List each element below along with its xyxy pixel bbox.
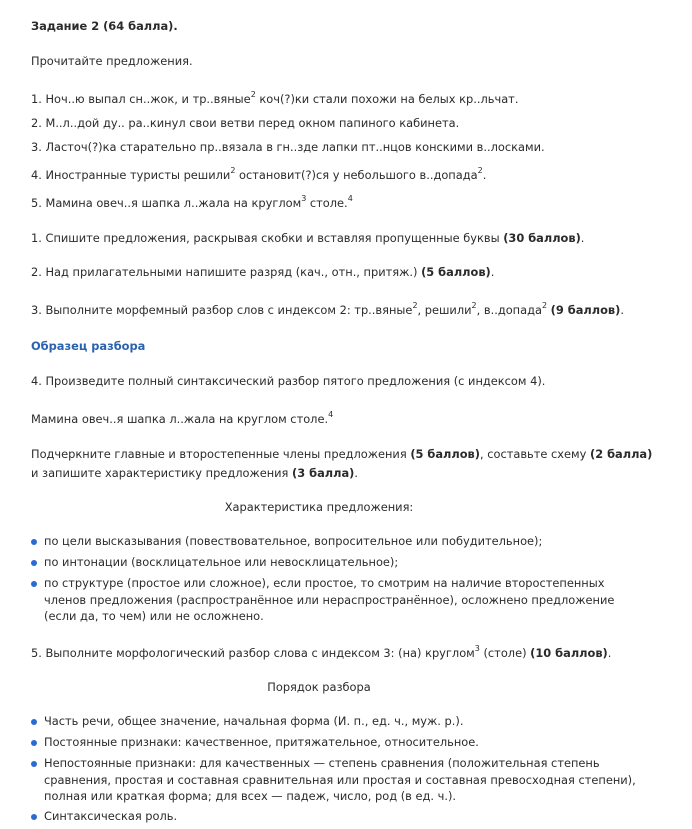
characteristic-item-3-line-1: по структуре (простое или сложное), если простое, то смотрим на наличие второстепенных [44,576,605,590]
order-item-3-line-1: Непостоянные признаки: для качественных — степень сравнения (положительная степень [44,756,600,770]
task-intro: Прочитайте предложения. [31,54,193,68]
characteristic-title: Характеристика предложения: [224,500,414,514]
bullet-icon [31,814,37,820]
order-item-3-line-2: сравнения, простая и составная сравнительная или простая и составная превосходная степени), [44,773,636,787]
sentence-5: 5. Мамина овеч..я шапка л..жала на круглом$^3$ столе.$^4$ [31,194,353,210]
order-title: Порядок разбора [267,680,371,694]
question-1: 1. Спишите предложения, раскрывая скобки и вставляя пропущенные буквы (30 баллов). [31,231,585,245]
order-item-2: Постоянные признаки: качественное, притяжательное, относительное. [44,735,479,749]
question-2: 2. Над прилагательными напишите разряд (кач., отн., притяж.) (5 баллов). [31,265,495,279]
bullet-icon [31,560,37,566]
order-item-4: Синтаксическая роль. [44,809,178,823]
order-item-1: Часть речи, общее значение, начальная форма (И. п., ед. ч., муж. р.). [44,714,464,728]
task-title: Задание 2 (64 балла). [31,19,178,33]
bullet-icon [31,740,37,746]
bullet-icon [31,719,37,725]
question-5: 5. Выполните морфологический разбор слова с индексом 3: (на) круглом$^3$ (столе) (10 баллов). [31,644,612,660]
order-item-3-line-3: полная или краткая форма; для всех — падеж, число, род (в ед. ч.). [44,789,457,803]
question-3: 3. Выполните морфемный разбор слов с индексом 2: тр..вяные$^2$, решили$^2$, в..допада$^2$ (9 баллов). [31,301,624,317]
characteristic-item-3-line-2: членов предложения (распространённое или нераспространённое), осложнено предложение [44,593,615,607]
sentence-1: 1. Ноч..ю выпал сн..жок, и тр..вяные$^2$ коч(?)ки стали похожи на белых кр..льчат. [31,90,519,106]
question-4-instruction-line-1: Подчеркните главные и второстепенные члены предложения (5 баллов), составьте схему (2 балла) [31,447,653,461]
characteristic-item-3-line-3: (если да, то чем) или не осложнено. [44,609,264,623]
characteristic-item-2: по интонации (восклицательное или невосклицательное); [44,555,399,569]
bullet-icon [31,761,37,767]
bullet-icon [31,539,37,545]
question-4-sentence: Мамина овеч..я шапка л..жала на круглом столе.$^4$ [31,410,334,426]
sample-analysis-link[interactable]: Образец разбора [31,339,146,353]
sentence-4: 4. Иностранные туристы решили$^2$ остановит(?)ся у небольшого в..допада$^2$. [31,166,487,182]
sentence-3: 3. Ласточ(?)ка старательно пр..вязала в гн..зде лапки пт..нцов конскими в..лосками. [31,140,545,154]
bullet-icon [31,581,37,587]
question-4: 4. Произведите полный синтаксический разбор пятого предложения (с индексом 4). [31,374,546,388]
question-4-instruction-line-2: и запишите характеристику предложения (3 балла). [31,466,358,480]
sentence-2: 2. М..л..дой ду.. ра..кинул свои ветви перед окном папиного кабинета. [31,116,460,130]
characteristic-item-1: по цели высказывания (повествовательное, вопросительное или побудительное); [44,534,543,548]
